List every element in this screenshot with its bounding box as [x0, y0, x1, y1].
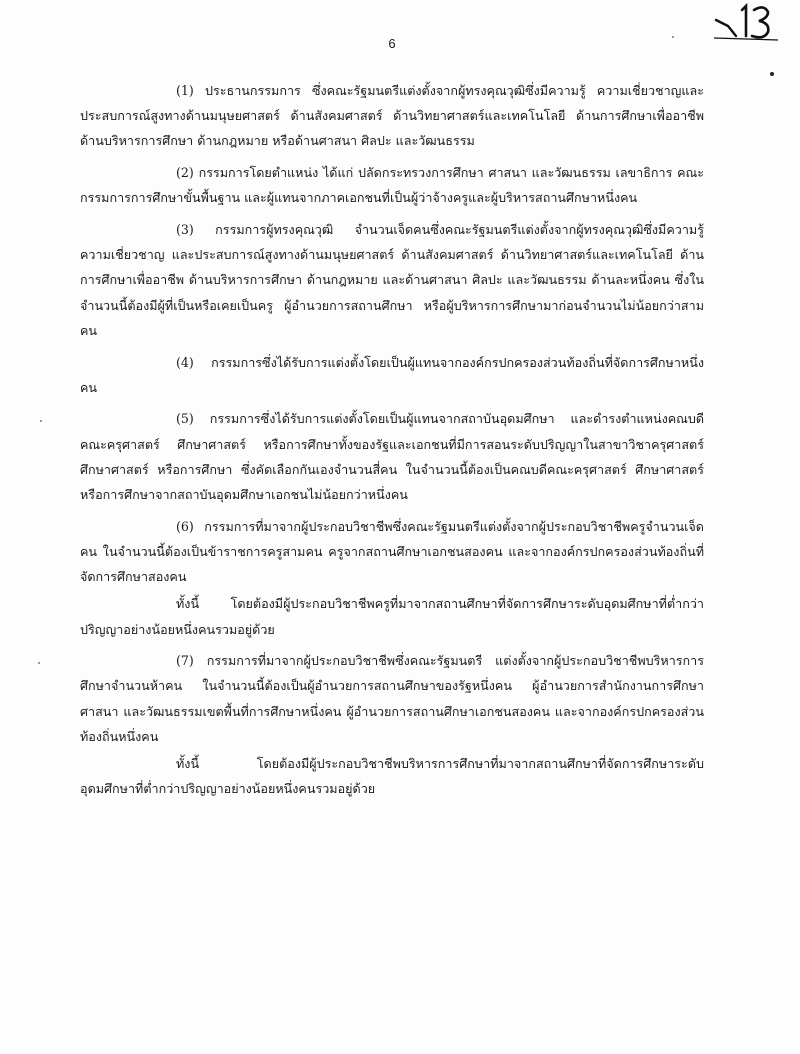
- clause-2: (2) กรรมการโดยตำแหน่ง ได้แก่ ปลัดกระทรวงการศึกษา ศาสนา และวัฒนธรรม เลขาธิการ คณะกรรมการการศึกษาขั้นพื้นฐาน และผู้แทนจากภาคเอกชนที่เป็นผู้ว่าจ้างครูและผู้บริหารสถานศึกษาหนึ่งคน: [80, 165, 704, 206]
- scan-speck: [38, 662, 40, 664]
- clause-7: (7) กรรมการที่มาจากผู้ประกอบวิชาชีพซึ่งคณะรัฐมนตรี แต่งตั้งจากผู้ประกอบวิชาชีพบริหารการศึกษาจำนวนห้าคน ในจำนวนนี้ต้องเป็นผู้อำนวยการสถานศึกษาของรัฐหนึ่งคน ผู้อำนวยการสำนักงานการศึกษา ศาสนา และวัฒนธรรมเขตพื้นที่การศึกษาหนึ่งคน ผู้อำนวยการสถานศึกษาเอกชนสองคน และจากองค์กรปกครองส่วนท้องถิ่นหนึ่งคน: [80, 653, 704, 744]
- ink-dot: [770, 72, 774, 76]
- clause-4: (4) กรรมการซึ่งได้รับการแต่งตั้งโดยเป็นผู้แทนจากองค์กรปกครองส่วนท้องถิ่นที่จัดการศึกษาหนึ่งคน: [80, 354, 704, 395]
- clause-5: (5) กรรมการซึ่งได้รับการแต่งตั้งโดยเป็นผู้แทนจากสถาบันอุดมศึกษา และดำรงตำแหน่งคณบดีคณะครุศาสตร์ ศึกษาศาสตร์ หรือการศึกษาทั้งของรัฐและเอกชนที่มีการสอนระดับปริญญาในสาขาวิชาครุศาสตร์ ศึกษาศาสตร์ หรือการศึกษา ซึ่งคัดเลือกกันเองจำนวนสี่คน ในจำนวนนี้ต้องเป็นคณบดีคณะครุศาสตร์ ศึกษาศาสตร์ หรือการศึกษาจากสถาบันอุดมศึกษาเอกชนไม่น้อยกว่าหนึ่งคน: [80, 411, 704, 503]
- scan-speck: [40, 420, 42, 422]
- document-body: [80, 78, 704, 808]
- handwritten-page-number: [0, 0, 1, 1]
- clause-7-condition: ทั้งนี้ โดยต้องมีผู้ประกอบวิชาชีพบริหารการศึกษาที่มาจากสถานศึกษาที่จัดการศึกษาระดับอุดมศึกษาที่ต่ำกว่าปริญญาอย่างน้อยหนึ่งคนรวมอยู่ด้วย: [80, 756, 704, 797]
- page-number: 6: [388, 36, 396, 51]
- clause-3: (3) กรรมการผู้ทรงคุณวุฒิ จำนวนเจ็ดคนซึ่งคณะรัฐมนตรีแต่งตั้งจากผู้ทรงคุณวุฒิซึ่งมีความรู้ ความเชี่ยวชาญ และประสบการณ์สูงทางด้านมนุษยศาสตร์ ด้านสังคมศาสตร์ ด้านวิทยาศาสตร์และเทคโนโลยี ด้านการศึกษาเพื่ออาชีพ ด้านบริหารการศึกษา ด้านกฎหมาย และด้านศาสนา ศิลปะ และวัฒนธรรม ด้านละหนึ่งคน ซึ่งในจำนวนนี้ต้องมีผู้ที่เป็นหรือเคยเป็นครู ผู้อำนวยการสถานศึกษา หรือผู้บริหารการศึกษามาก่อนจำนวนไม่น้อยกว่าสามคน: [80, 222, 704, 338]
- clause-6: (6) กรรมการที่มาจากผู้ประกอบวิชาชีพซึ่งคณะรัฐมนตรีแต่งตั้งจากผู้ประกอบวิชาชีพครูจำนวนเจ็ดคน ในจำนวนนี้ต้องเป็นข้าราชการครูสามคน ครูจากสถานศึกษาเอกชนสองคน และจากองค์กรปกครองส่วนท้องถิ่นที่จัดการศึกษาสองคน: [80, 518, 704, 585]
- clause-6-condition: ทั้งนี้ โดยต้องมีผู้ประกอบวิชาชีพครูที่มาจากสถานศึกษาที่จัดการศึกษาระดับอุดมศึกษาที่ต่ำกว่าปริญญาอย่างน้อยหนึ่งคนรวมอยู่ด้วย: [80, 596, 704, 637]
- scan-speck: [672, 36, 674, 38]
- clause-1: (1) ประธานกรรมการ ซึ่งคณะรัฐมนตรีแต่งตั้งจากผู้ทรงคุณวุฒิซึ่งมีความรู้ ความเชี่ยวชาญและประสบการณ์สูงทางด้านมนุษยศาสตร์ ด้านสังคมศาสตร์ ด้านวิทยาศาสตร์และเทคโนโลยี ด้านการศึกษาเพื่ออาชีพ ด้านบริหารการศึกษา ด้านกฎหมาย หรือด้านศาสนา ศิลปะ และวัฒนธรรม: [80, 83, 704, 149]
